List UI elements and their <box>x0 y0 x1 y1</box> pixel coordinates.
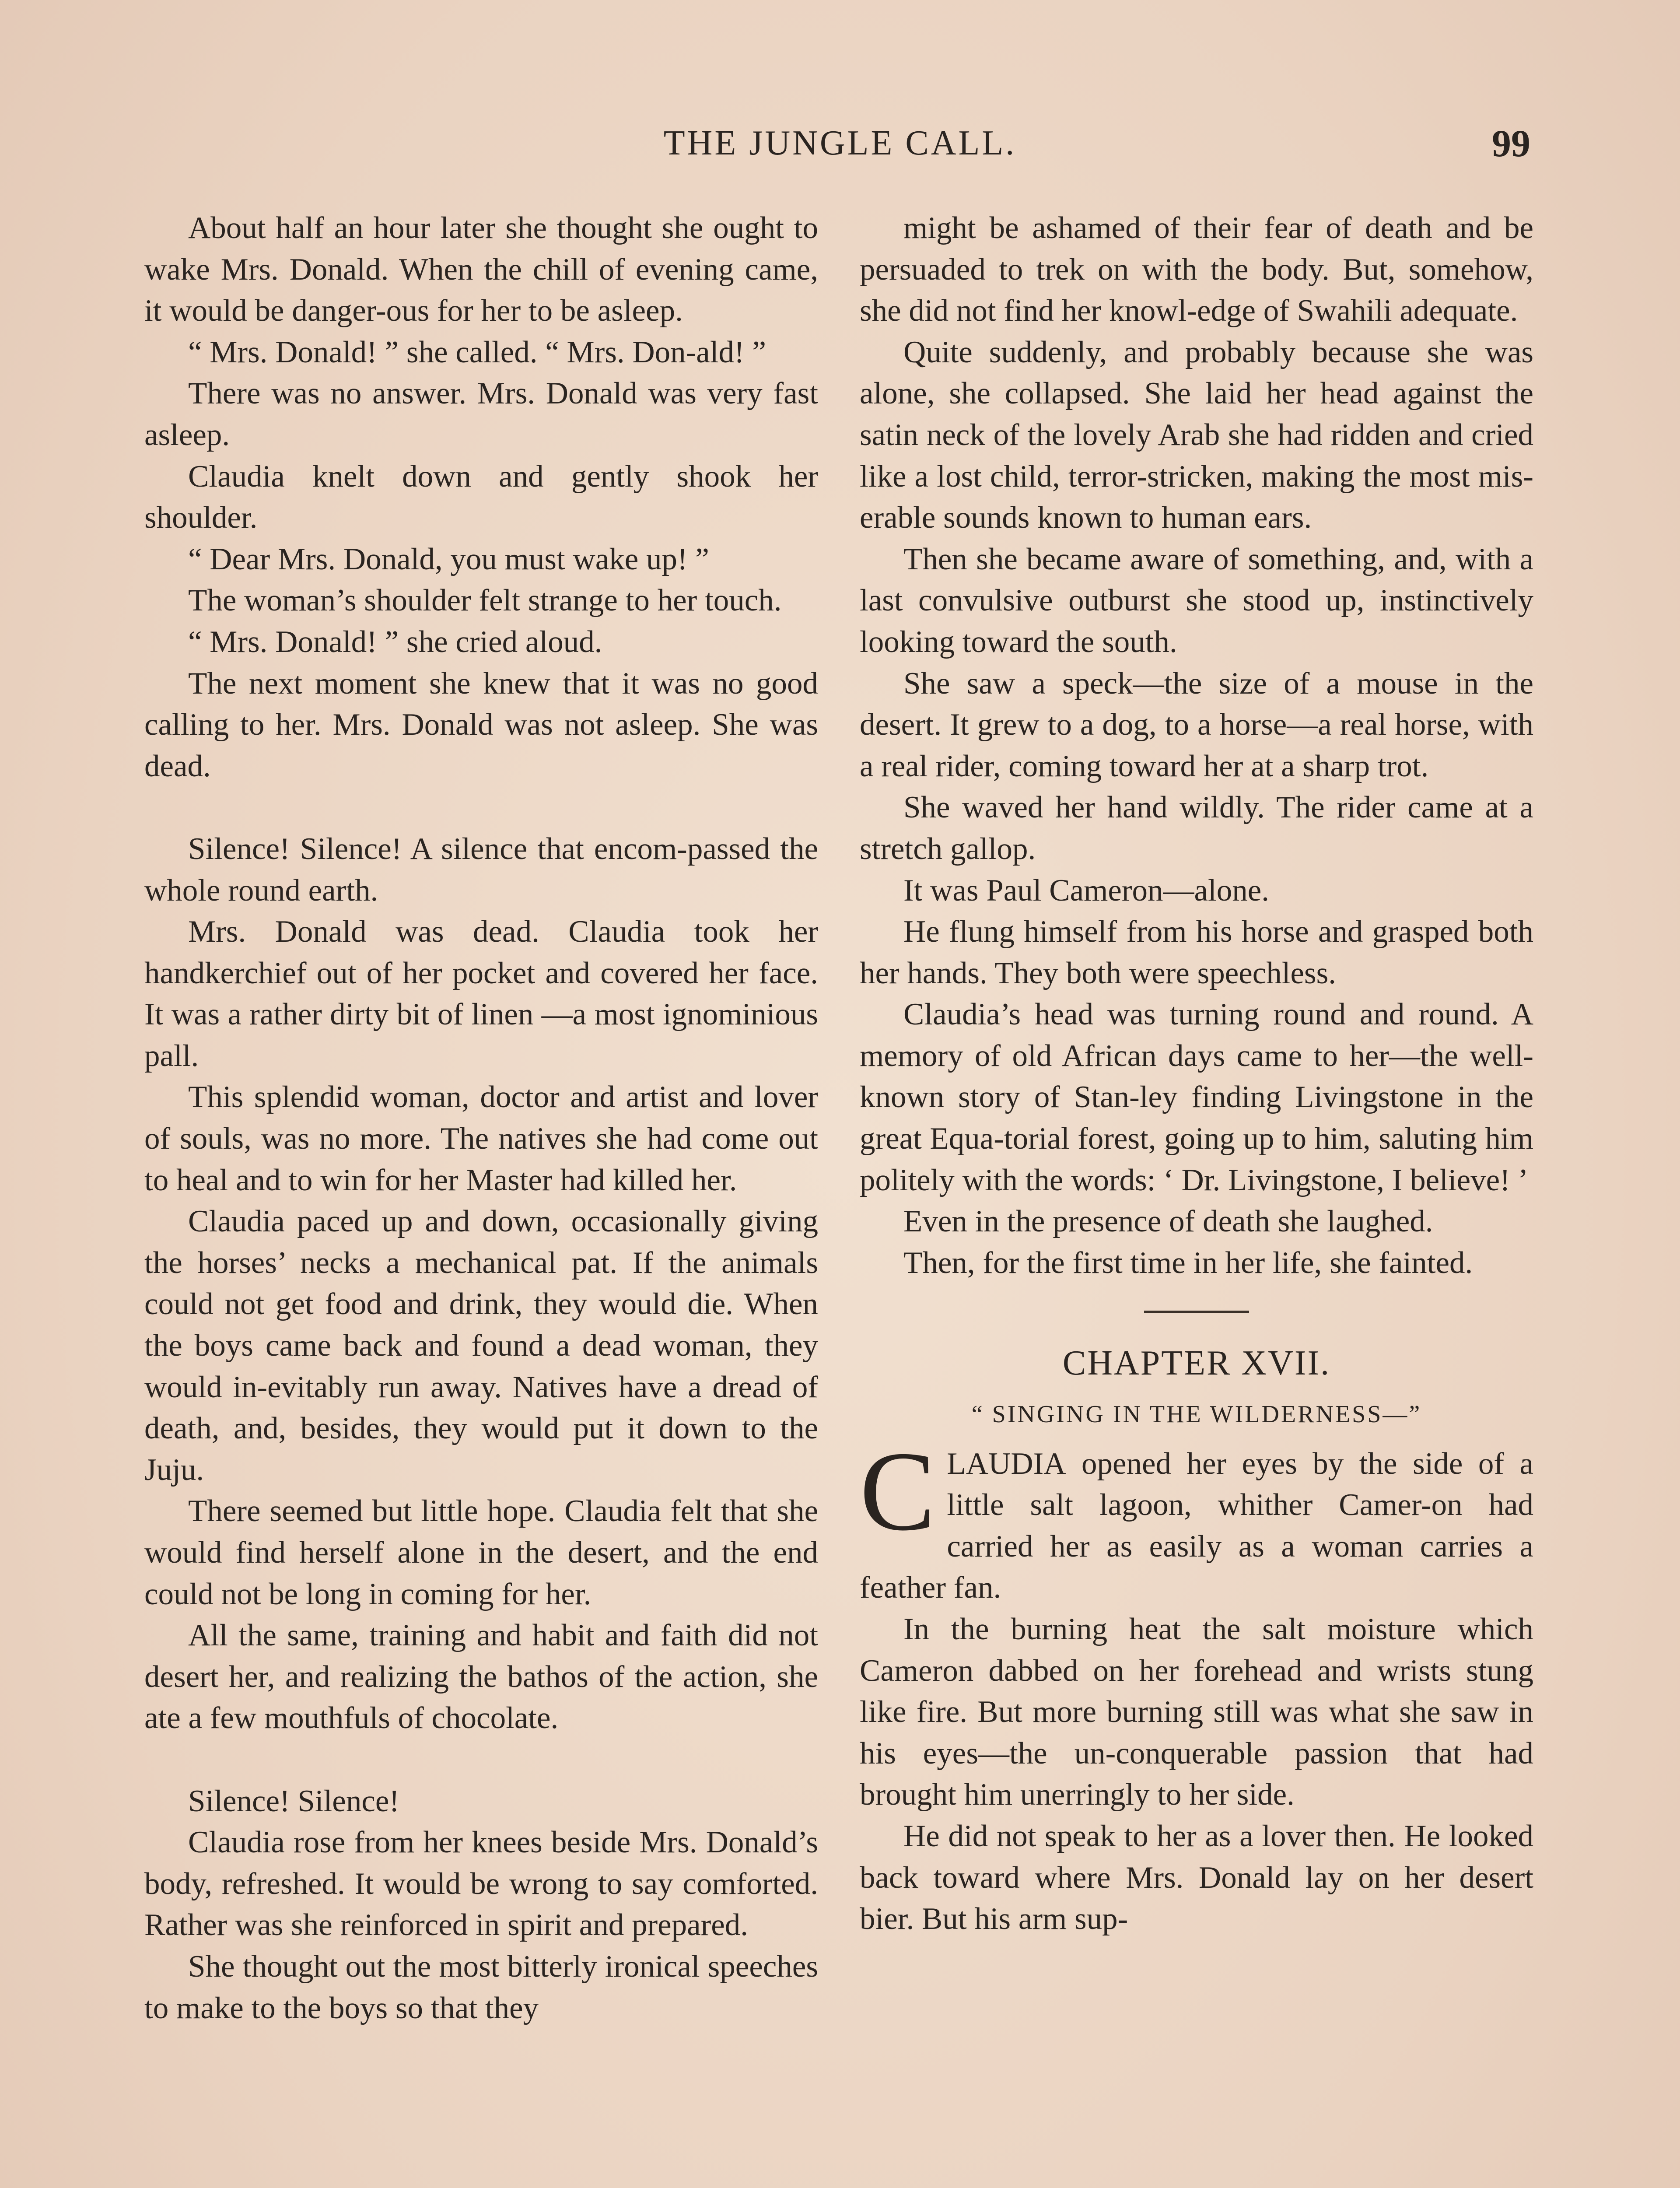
paragraph: Claudia knelt down and gently shook her shoulder. <box>144 459 818 535</box>
paragraph: About half an hour later she thought she ought to wake Mrs. Donald. When the chill of evening came, it would be danger-ous for her to be asleep. <box>144 211 818 328</box>
paragraph: She waved her hand wildly. The rider came at a stretch gallop. <box>860 790 1533 866</box>
right-column <box>860 207 1533 1940</box>
left-column <box>144 207 818 2029</box>
section-break <box>144 1739 818 1781</box>
paragraph: He did not speak to her as a lover then. He looked back toward where Mrs. Donald lay on her desert bier. But his arm sup- <box>860 1819 1533 1936</box>
paragraph: Quite suddenly, and probably because she was alone, she collapsed. She laid her head against the satin neck of the lovely Arab she had ridden and cried like a lost child, terror-stricken, making the most mis-erable sounds known to human ears. <box>860 335 1533 535</box>
drop-cap: C <box>860 1428 936 1554</box>
paragraph: Claudia rose from her knees beside Mrs. Donald’s body, refreshed. It would be wrong to say comforted. Rather was she reinforced in spirit and prepared. <box>144 1825 818 1943</box>
paragraph: Silence! Silence! A silence that encom-passed the whole round earth. <box>144 831 818 908</box>
section-break <box>144 787 818 828</box>
paragraph: This splendid woman, doctor and artist and lover of souls, was no more. The natives she had come out to heal and to win for her Master had killed her. <box>144 1080 818 1197</box>
opening-word: LAUDIA <box>947 1446 1066 1481</box>
paragraph: “ Dear Mrs. Donald, you must wake up! ” <box>188 542 709 576</box>
paragraph: In the burning heat the salt moisture which Cameron dabbed on her forehead and wrists stung like fire. But more burning still was what she saw in his eyes—the un-conquerable passion that had brought him unerringly to her side. <box>860 1612 1533 1812</box>
paragraph: There seemed but little hope. Claudia felt that she would find herself alone in the desert, and the end could not be long in coming for her. <box>144 1494 818 1611</box>
paragraph: There was no answer. Mrs. Donald was very fast asleep. <box>144 376 818 452</box>
paragraph: Then, for the first time in her life, she fainted. <box>903 1245 1473 1280</box>
chapter-opening-paragraph <box>860 1428 1533 1609</box>
chapter-body-text <box>860 1609 1533 1940</box>
paragraph: The next moment she knew that it was no good calling to her. Mrs. Donald was not asleep. She was dead. <box>144 666 818 783</box>
paragraph: Mrs. Donald was dead. Claudia took her handkerchief out of her pocket and covered her face. It was a rather dirty bit of linen —a most ignominious pall. <box>144 915 818 1073</box>
paragraph: She thought out the most bitterly ironical speeches to make to the boys so that they <box>144 1949 818 2025</box>
section-divider <box>1144 1311 1249 1313</box>
paragraph: Claudia’s head was turning round and round. A memory of old African days came to her—the well-known story of Stan-ley finding Livingstone in the great Equa-torial forest, going up to him, saluting him politely with the words: ‘ Dr. Livingstone, I believe! ’ <box>860 997 1533 1197</box>
paragraph: might be ashamed of their fear of death and be persuaded to trek on with the body. But, somehow, she did not find her knowl-edge of Swahili adequate. <box>860 211 1533 328</box>
chapter-heading: CHAPTER XVII. <box>1062 1344 1331 1383</box>
paragraph: “ Mrs. Donald! ” she called. “ Mrs. Don-ald! ” <box>188 335 766 369</box>
paragraph: He flung himself from his horse and grasped both her hands. They both were speechless. <box>860 915 1533 990</box>
opening-text: opened her eyes by the side of a little salt lagoon, whither Camer-on had carried her as easily as a woman carries a feather fan. <box>860 1446 1533 1605</box>
paragraph: “ Mrs. Donald! ” she cried aloud. <box>188 624 602 659</box>
paragraph: Claudia paced up and down, occasionally giving the horses’ necks a mechanical pat. If the animals could not get food and drink, they would die. When the boys came back and found a dead woman, they would in-evitably run away. Natives have a dread of death, and, besides, they would put it down to the Juju. <box>144 1204 818 1487</box>
paragraph: She saw a speck—the size of a mouse in the desert. It grew to a dog, to a horse—a real horse, with a real rider, coming toward her at a sharp trot. <box>860 666 1533 783</box>
right-column-text <box>860 207 1533 1283</box>
paragraph: All the same, training and habit and faith did not desert her, and realizing the bathos of the action, she ate a few mouthfuls of chocolate. <box>144 1618 818 1736</box>
paragraph: Silence! Silence! <box>188 1784 399 1818</box>
paragraph: It was Paul Cameron—alone. <box>903 873 1270 908</box>
running-title: THE JUNGLE CALL. <box>663 124 1017 162</box>
paragraph: The woman’s shoulder felt strange to her touch. <box>188 583 782 618</box>
paragraph: Even in the presence of death she laughed. <box>903 1204 1433 1239</box>
paragraph: Then she became aware of something, and, with a last convulsive outburst she stood up, instinctively looking toward the south. <box>860 542 1533 659</box>
chapter-subtitle: “ SINGING IN THE WILDERNESS—” <box>971 1401 1422 1428</box>
page-number: 99 <box>1492 123 1530 165</box>
